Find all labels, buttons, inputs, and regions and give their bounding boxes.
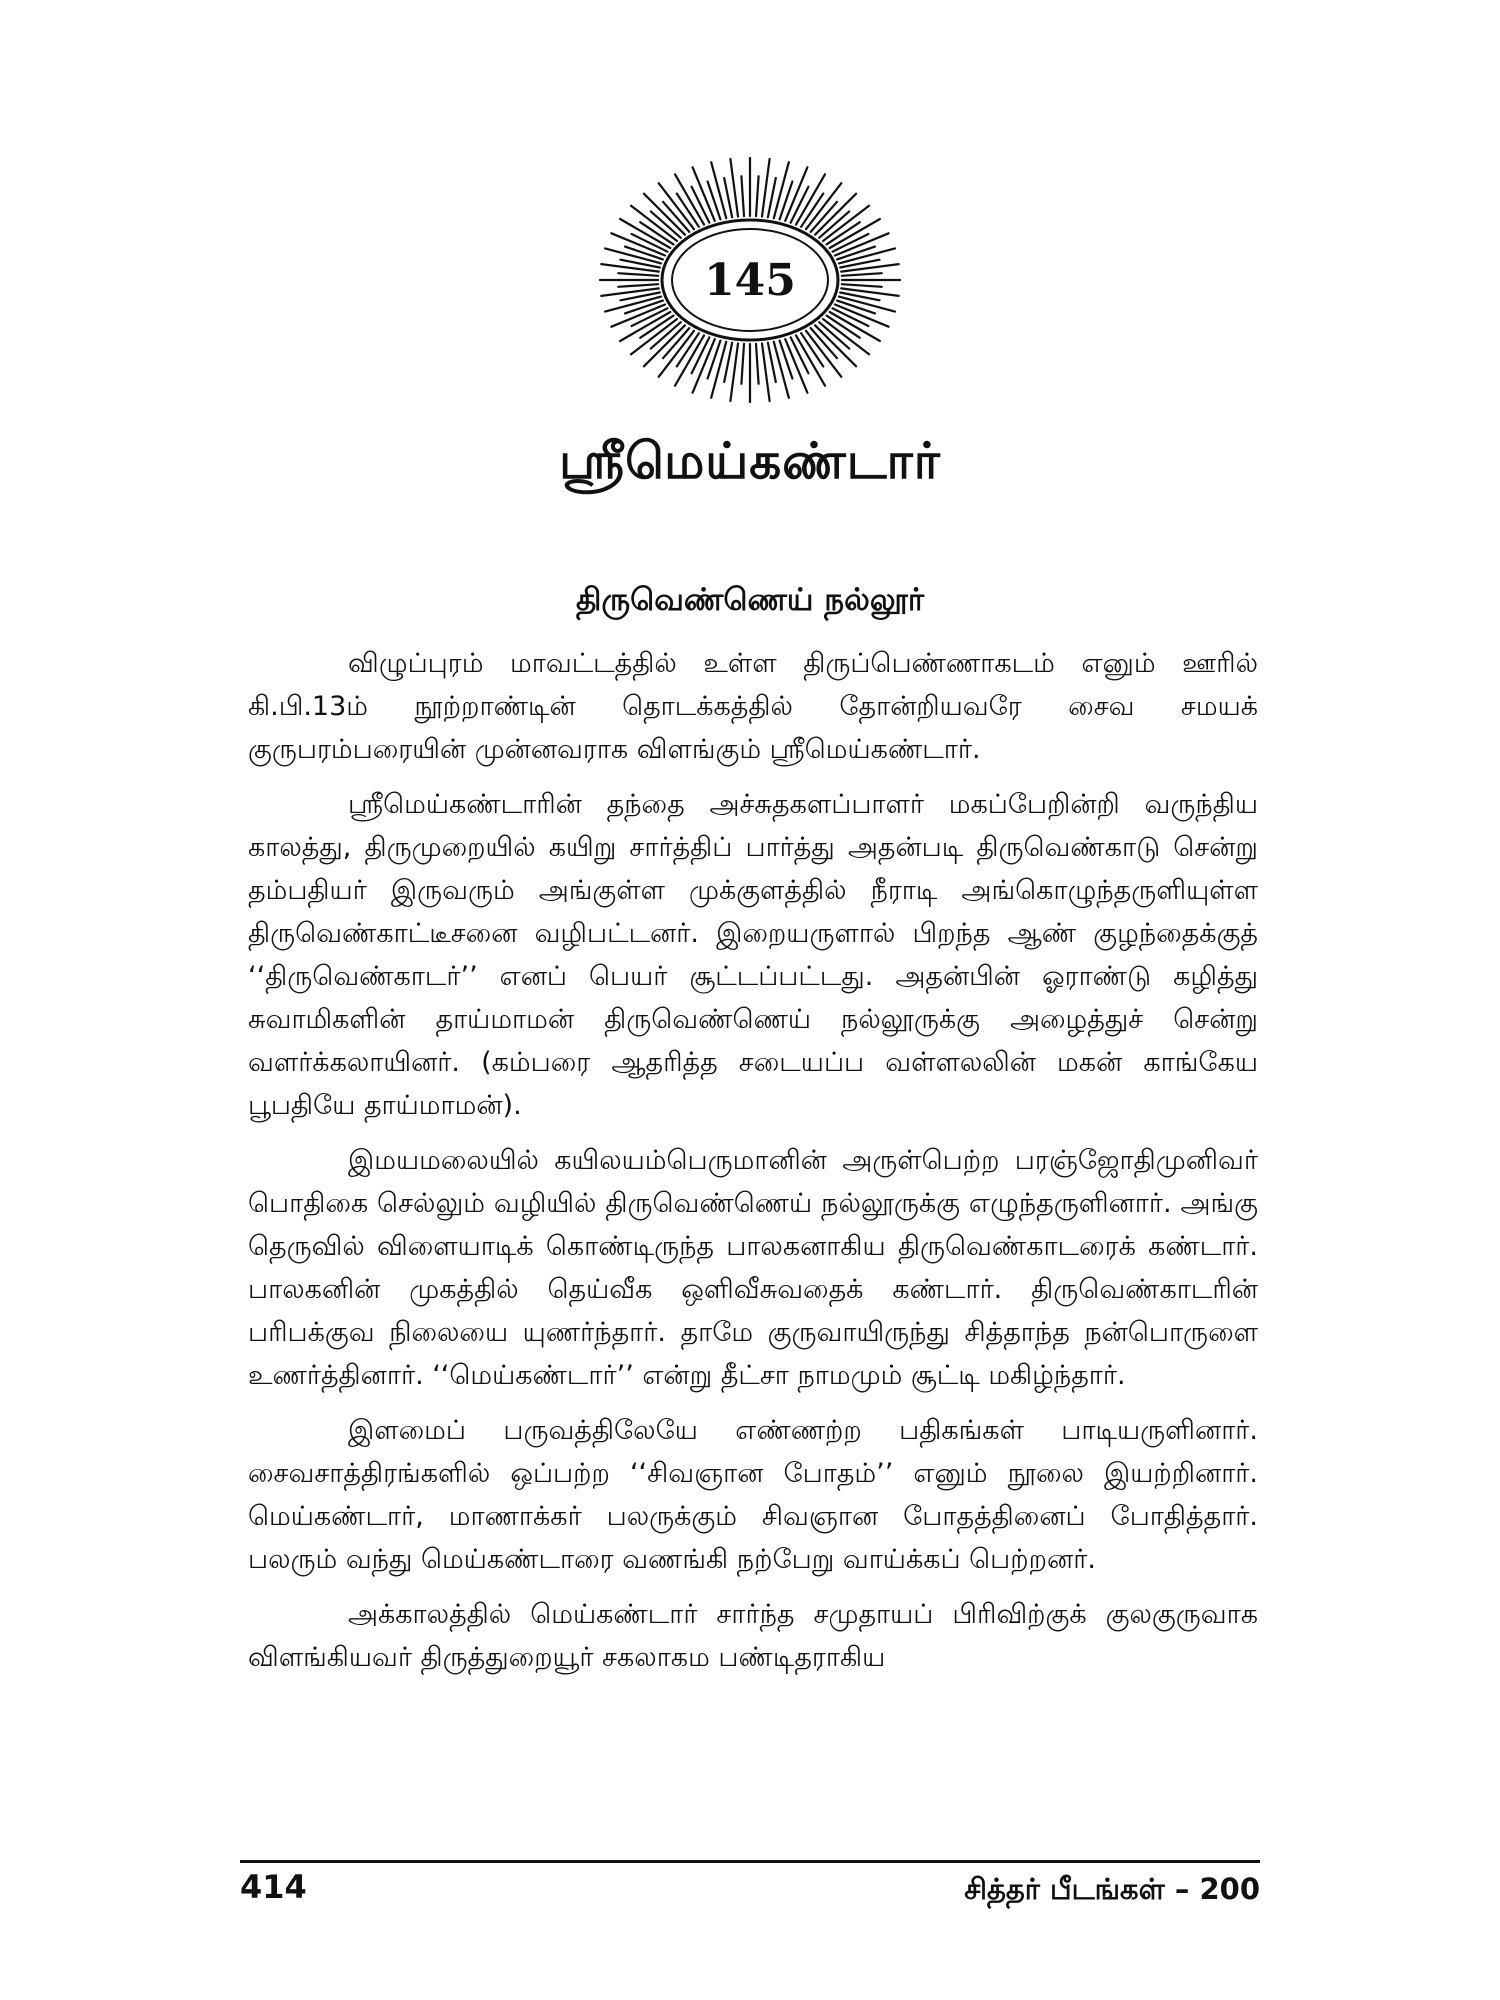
paragraph: இமயமலையில் கயிலயம்பெருமானின் அருள்பெற்ற பரஞ்ஜோதிமுனிவர் பொதிகை செல்லும் வழியில் திருவெண்ணெய் நல்லூருக்கு எழுந்தருளினார். அங்கு தெருவில் விளையாடிக் கொண்டிருந்த பாலகனாகிய திருவெண்காடரைக் கண்டார். பாலகனின் முகத்தில் தெய்வீக ஒளிவீசுவதைக் கண்டார். திருவெண்காடரின் பரிபக்குவ நிலையை யுணர்ந்தார். தாமே குருவாயிருந்து சித்தாந்த நன்பொருளை உணர்த்தினார். ‘‘மெய்கண்டார்’’ என்று தீட்சா நாமமும் சூட்டி மகிழ்ந்தார்.: [248, 1145, 1258, 1391]
starburst-emblem-graphic: [590, 150, 910, 410]
starburst-ray: [711, 162, 726, 218]
starburst-ray: [741, 344, 744, 384]
footer-rule: [240, 1860, 1260, 1863]
running-title: சித்தர் பீடங்கள் – 200: [964, 1872, 1260, 1906]
starburst-ray: [741, 176, 744, 216]
starburst-ray: [730, 344, 738, 402]
chapter-number-emblem: [590, 150, 910, 410]
paragraph: இளமைப் பருவத்திலேயே எண்ணற்ற பதிகங்கள் பாடியருளினார். சைவசாத்திரங்களில் ஒப்பற்ற ‘‘சிவஞான போதம்’’ எனும் நூலை இயற்றினார். மெய்கண்டார், மாணாக்கர் பலருக்கும் சிவஞான போதத்தினைப் போதித்தார். பலரும் வந்து மெய்கண்டாரை வணங்கி நற்பேறு வாய்க்கப் பெற்றனர்.: [248, 1415, 1258, 1575]
starburst-ray: [730, 159, 738, 217]
starburst-ray: [762, 344, 770, 402]
starburst-ray: [618, 284, 658, 287]
body-text: [248, 642, 1258, 1691]
page-number: 414: [240, 1868, 307, 1906]
starburst-ray: [756, 176, 759, 216]
section-heading: திருவெண்ணெய் நல்லூர்: [575, 582, 925, 618]
chapter-number: 145: [704, 255, 796, 306]
starburst-ray: [774, 162, 789, 218]
paragraph: ஸ்ரீமெய்கண்டாரின் தந்தை அச்சுதகளப்பாளர் மகப்பேறின்றி வருந்திய காலத்து, திருமுறையில் கயிறு சார்த்திப் பார்த்து அதன்படி திருவெண்காடு சென்று தம்பதியர் இருவரும் அங்குள்ள முக்குளத்தில் நீராடி அங்கொழுந்தருளியுள்ள திருவெண்காட்டீசனை வழிபட்டனர். இறையருளால் பிறந்த ஆண் குழந்தைக்குத் ‘‘திருவெண்காடர்’’ எனப் பெயர் சூட்டப்பட்டது. அதன்பின் ஓராண்டு கழித்து சுவாமிகளின் தாய்மாமன் திருவெண்ணெய் நல்லூருக்கு அழைத்துச் சென்று வளர்க்கலாயினர். (கம்பரை ஆதரித்த சடையப்ப வள்ளலலின் மகன் காங்கேய பூபதியே தாய்மாமன்).: [248, 789, 1258, 1121]
paragraph: விழுப்புரம் மாவட்டத்தில் உள்ள திருப்பெண்ணாகடம் எனும் ஊரில் கி.பி.13ம் நூற்றாண்டின் தொடக்கத்தில் தோன்றியவரே சைவ சமயக் குருபரம்பரையின் முன்னவராக விளங்கும் ஸ்ரீமெய்கண்டார்.: [248, 648, 1258, 765]
paragraph: அக்காலத்தில் மெய்கண்டார் சார்ந்த சமுதாயப் பிரிவிற்குக் குலகுருவாக விளங்கியவர் திருத்துறையூர் சகலாகம பண்டிதராகிய: [248, 1599, 1258, 1673]
starburst-ray: [762, 159, 770, 217]
chapter-title: ஸ்ரீமெய்கண்டார்: [559, 432, 941, 490]
starburst-ray: [711, 342, 726, 398]
starburst-ray: [842, 273, 882, 276]
starburst-ray: [842, 284, 882, 287]
starburst-ray: [774, 342, 789, 398]
starburst-ray: [756, 344, 759, 384]
starburst-ray: [618, 273, 658, 276]
